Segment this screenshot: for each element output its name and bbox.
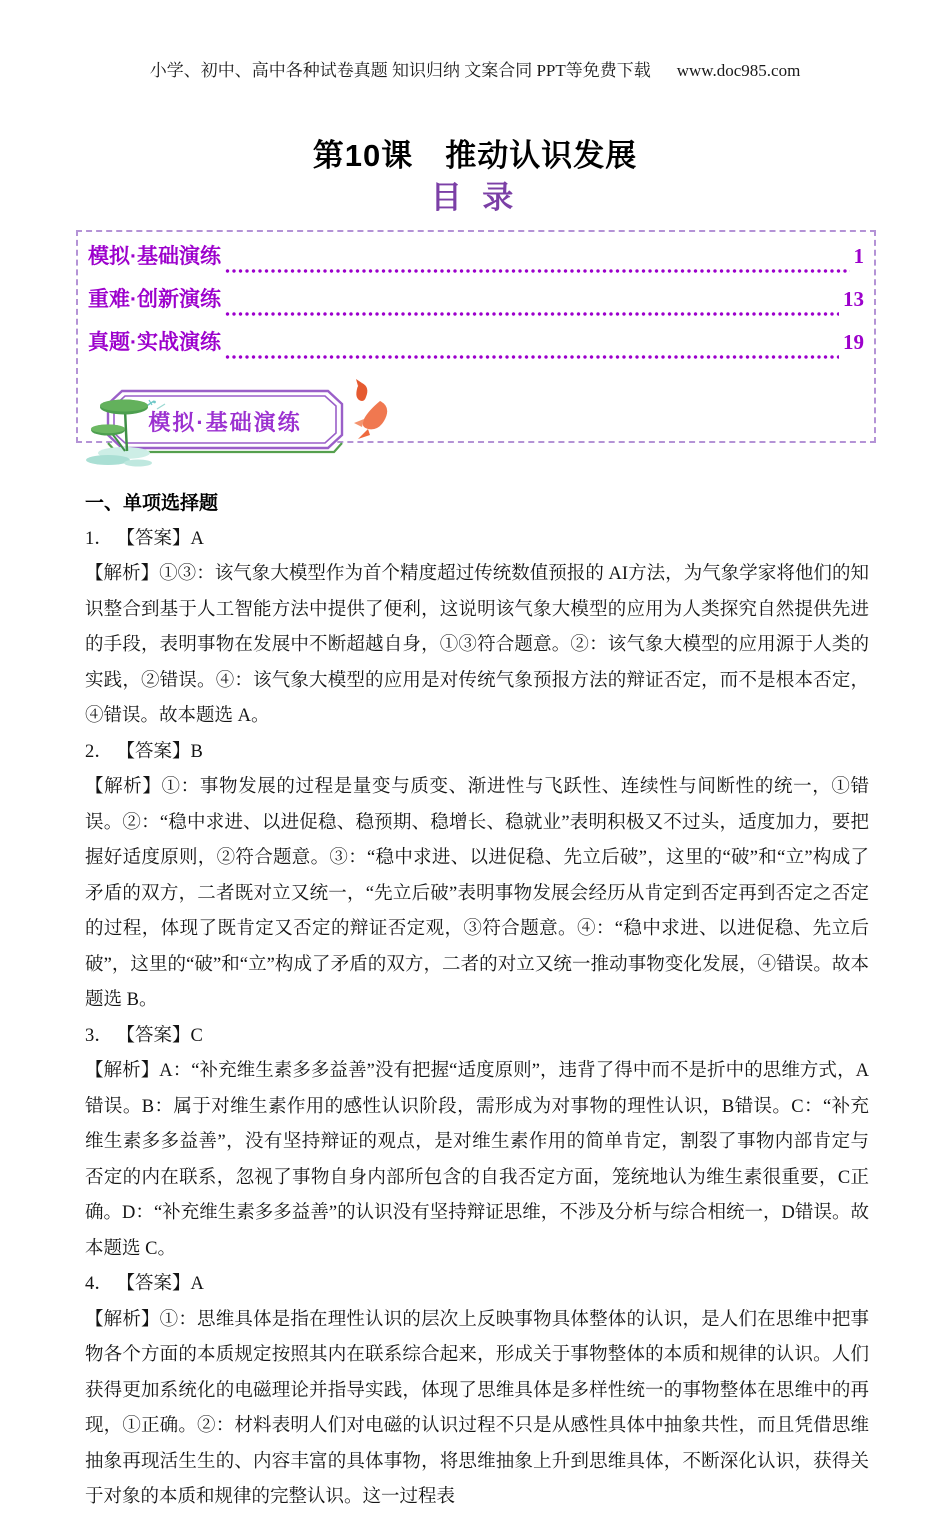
section-heading: 一、单项选择题	[85, 493, 219, 514]
toc-item-label: 真题·实战演练	[88, 331, 221, 354]
toc-page-number: 1	[853, 244, 864, 268]
question-number: 3．	[85, 1025, 113, 1046]
toc-page-number: 19	[843, 330, 864, 354]
toc-dot-leader	[225, 311, 839, 317]
toc-box	[76, 230, 876, 443]
question-2-analysis: 【解析】①：事物发展的过程是量变与质变、渐进性与飞跃性、连续性与间断性的统一，①错误。②：“稳中求进、以进促稳、稳预期、稳增长、稳就业”表明积极又不过头，适度加力，要把握好适度原则，②符合题意。③：“稳中求进、以进促稳、先立后破”，这里的“破”和“立”构成了矛盾的双方，二者既对立又统一，“先立后破”表明事物发展会经历从肯定到否定再到否定之否定的过程，体现了既肯定又否定的辩证否定观，③符合题意。④：“稳中求进、以进促稳、先立后破”，这里的“破”和“立”构成了矛盾的双方，二者的对立又统一推动事物变化发展，④错误。故本题选 B。	[85, 777, 869, 1010]
answer-label: 【答案】A	[125, 1274, 204, 1294]
toc-item-label: 模拟·基础演练	[88, 245, 221, 268]
toc-item-label: 重难·创新演练	[88, 288, 221, 311]
question-2-answer-line	[85, 735, 869, 771]
koi-fish-icon	[340, 377, 396, 451]
question-4-answer-line	[85, 1267, 869, 1303]
question-number: 2．	[85, 741, 113, 762]
header-text: 小学、初中、高中各种试卷真题 知识归纳 文案合同 PPT等免费下载	[149, 61, 651, 80]
toc-dot-leader	[225, 268, 850, 274]
question-3-answer-line	[85, 1019, 869, 1055]
page-title: 第10课 推动认识发展	[312, 138, 638, 173]
toc-heading: 目 录	[430, 180, 520, 215]
badge-label: 模拟·基础演练	[148, 409, 302, 435]
question-4-analysis: 【解析】①：思维具体是指在理性认识的层次上反映事物具体整体的认识，是人们在思维中把事物各个方面的本质规定按照其内在联系综合起来，形成关于事物整体的本质和规律的认识。人们获得更加系统化的电磁理论并指导实践，体现了思维具体是多样性统一的事物整体在思维中的再现，①正确。②：材料表明人们对电磁的认识过程不只是从感性具体中抽象共性，而且凭借思维抽象再现活生生的、内容丰富的具体事物，将思维抽象上升到思维具体，不断深化认识，获得关于对象的本质和规律的完整认识。这一过程表	[85, 1309, 869, 1507]
answer-content	[85, 486, 869, 1516]
question-1-answer-line	[85, 522, 869, 558]
toc-page-number: 13	[843, 287, 864, 311]
toc-item-zhenti-shizhan[interactable]	[88, 326, 864, 369]
page-header	[0, 56, 950, 81]
toc-dot-leader	[225, 354, 839, 360]
answer-label: 【答案】A	[125, 528, 204, 549]
lotus-leaf-icon	[80, 393, 162, 469]
question-number: 1．	[85, 528, 113, 549]
answer-label: 【答案】C	[125, 1025, 203, 1046]
answer-label: 【答案】B	[125, 741, 203, 762]
question-1-analysis: 【解析】①③：该气象大模型作为首个精度超过传统数值预报的 AI方法，为气象学家将他们的知识整合到基于人工智能方法中提供了便利，这说明该气象大模型的应用为人类探究自然提供先进的手段，表明事物在发展中不断超越自身，①③符合题意。②：该气象大模型的应用源于人类的实践，②错误。④：该气象大模型的应用是对传统气象预报方法的辩证否定，而不是根本否定，④错误。故本题选 A。	[85, 564, 869, 726]
section-badge	[106, 389, 344, 455]
question-3-analysis: 【解析】A：“补充维生素多多益善”没有把握“适度原则”，违背了得中而不是折中的思维方式，A错误。B：属于对维生素作用的感性认识阶段，需形成为对事物的理性认识，B错误。C：“补充维生素多多益善”，没有坚持辩证的观点，是对维生素作用的简单肯定，割裂了事物内部肯定与否定的内在联系，忽视了事物自身内部所包含的自我否定方面，笼统地认为维生素很重要，C正确。D：“补充维生素多多益善”的认识没有坚持辩证思维，不涉及分析与综合相统一，D错误。故本题选 C。	[85, 1061, 869, 1259]
toc-item-zhongnan-chuangxin[interactable]	[88, 283, 864, 326]
site-link[interactable]: www.doc985.com	[676, 61, 801, 80]
toc-item-moni-jichu[interactable]	[88, 240, 864, 283]
question-number: 4．	[85, 1274, 113, 1294]
